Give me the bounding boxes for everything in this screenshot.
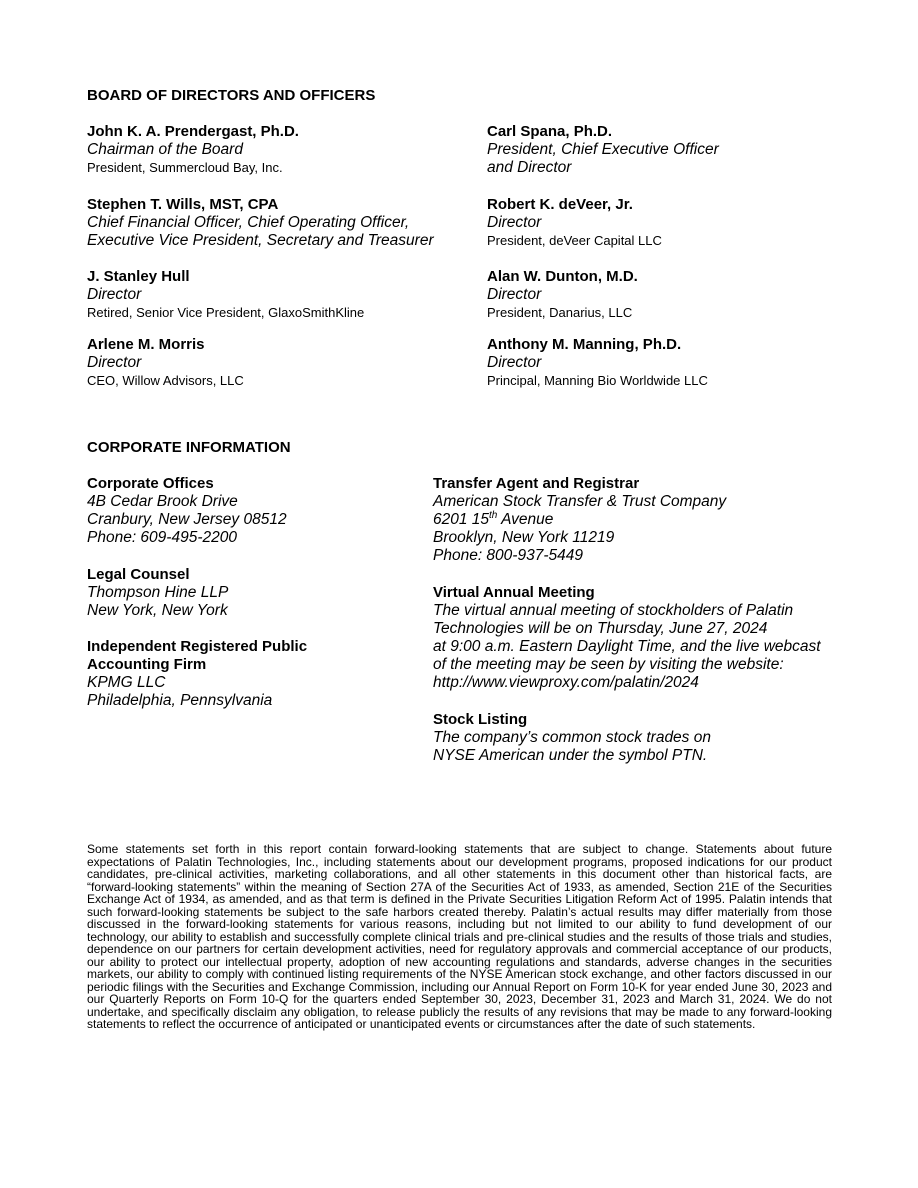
section-title: Virtual Annual Meeting: [433, 584, 595, 601]
annual-meeting: [433, 584, 821, 692]
director-entry: [487, 336, 708, 389]
director-entry: [87, 268, 364, 321]
director-role: Chief Financial Officer, Chief Operating Officer,: [87, 214, 410, 231]
director-entry: [487, 196, 662, 249]
director-entry: [87, 336, 244, 389]
board-heading: BOARD OF DIRECTORS AND OFFICERS: [87, 87, 376, 104]
director-entry: [487, 123, 719, 177]
director-name: Arlene M. Morris: [87, 336, 205, 353]
meeting-text: Technologies will be on Thursday, June 27, 2024: [433, 620, 768, 637]
director-name: John K. A. Prendergast, Ph.D.: [87, 123, 299, 140]
listing-text: NYSE American under the symbol PTN.: [433, 747, 708, 764]
director-role: Chairman of the Board: [87, 141, 243, 158]
listing-text: The company’s common stock trades on: [433, 729, 711, 746]
director-entry: [87, 123, 299, 176]
address-line: 6201 15th Avenue: [433, 509, 554, 528]
director-name: Anthony M. Manning, Ph.D.: [487, 336, 682, 353]
section-title: Accounting Firm: [87, 656, 207, 673]
director-role: Director: [87, 286, 142, 303]
director-entry: [487, 268, 638, 321]
director-role: President, Chief Executive Officer: [487, 141, 719, 158]
firm-location: New York, New York: [87, 602, 228, 619]
director-affiliation: Retired, Senior Vice President, GlaxoSmithKline: [87, 305, 365, 320]
address-line: Brooklyn, New York 11219: [433, 529, 615, 546]
corporate-offices: [87, 475, 287, 547]
director-affiliation: Principal, Manning Bio Worldwide LLC: [487, 373, 708, 388]
director-affiliation: President, deVeer Capital LLC: [487, 233, 662, 248]
director-affiliation: CEO, Willow Advisors, LLC: [87, 373, 244, 388]
director-role: Director: [487, 286, 542, 303]
meeting-text: of the meeting may be seen by visiting the website:: [433, 656, 784, 673]
section-title: Legal Counsel: [87, 566, 190, 583]
stock-listing: [433, 711, 711, 765]
section-title: Stock Listing: [433, 711, 528, 728]
address-line: 4B Cedar Brook Drive: [87, 493, 238, 510]
forward-looking-disclaimer: Some statements set forth in this report contain forward-looking statements that are subject to change. Statements about future expectations of Palatin Technologies, Inc., including statements about our development programs, proposed indications for our product candidates, pre-clinical activities, marketing collaborations, and all other statements in this document other than historical facts, are “forward-looking statements” within the meaning of Section 27A of the Securities Act of 1933, as amended, Section 21E of the Securities Exchange Act of 1934, as amended, and as that term is defined in the Private Securities Litigation Reform Act of 1995. Palatin intends that such forward-looking statements be subject to the safe harbors created thereby. Palatin’s actual results may differ materially from those discussed in the forward-looking statements for various reasons, including but not limited to our ability to fund development of our technology, our ability to establish and successfully complete clinical trials and pre-clinical studies and the results of those trials and studies, dependence on our partners for certain development activities, need for regulatory approvals and commercial acceptance of our products, our ability to protect our intellectual property, adoption of new accounting regulations and standards, adverse changes in the securities markets, our ability to comply with continued listing requirements of the NYSE American stock exchange, and other factors discussed in our periodic filings with the Securities and Exchange Commission, including our Annual Report on Form 10-K for year ended June 30, 2023 and our Quarterly Reports on Form 10-Q for the quarters ended September 30, 2023, December 31, 2023 and March 31, 2024. We do not undertake, and specifically disclaim any obligation, to release publicly the results of any revisions that may be made to any forward-looking statements to reflect the occurrence of anticipated or unanticipated events or circumstances after the date of such statements.: [87, 842, 832, 1031]
firm-name: KPMG LLC: [87, 674, 166, 691]
phone-line: Phone: 609-495-2200: [87, 529, 237, 546]
section-title: Transfer Agent and Registrar: [433, 475, 640, 492]
address-line: Cranbury, New Jersey 08512: [87, 511, 287, 528]
meeting-text: The virtual annual meeting of stockholders of Palatin: [433, 602, 794, 619]
legal-counsel: [87, 566, 228, 620]
section-title: Independent Registered Public: [87, 638, 308, 655]
director-name: Stephen T. Wills, MST, CPA: [87, 196, 279, 213]
firm-name: American Stock Transfer & Trust Company: [433, 493, 727, 510]
section-title: Corporate Offices: [87, 475, 214, 492]
director-affiliation: President, Danarius, LLC: [487, 305, 633, 320]
phone-line: Phone: 800-937-5449: [433, 547, 583, 564]
auditor: [87, 638, 307, 710]
director-name: Carl Spana, Ph.D.: [487, 123, 613, 140]
corporate-heading: CORPORATE INFORMATION: [87, 439, 291, 456]
meeting-text: at 9:00 a.m. Eastern Daylight Time, and the live webcast: [433, 638, 821, 655]
transfer-agent: [433, 475, 726, 565]
director-name: Robert K. deVeer, Jr.: [487, 196, 633, 213]
firm-name: Thompson Hine LLP: [87, 584, 229, 601]
director-role: Executive Vice President, Secretary and Treasurer: [87, 232, 434, 249]
firm-location: Philadelphia, Pennsylvania: [87, 692, 273, 709]
director-role: Director: [487, 354, 542, 371]
meeting-url: http://www.viewproxy.com/palatin/2024: [433, 674, 699, 691]
director-role: Director: [487, 214, 542, 231]
director-entry: [87, 196, 434, 250]
director-role: and Director: [487, 159, 572, 176]
director-name: J. Stanley Hull: [87, 268, 190, 285]
director-affiliation: President, Summercloud Bay, Inc.: [87, 160, 283, 175]
director-role: Director: [87, 354, 142, 371]
director-name: Alan W. Dunton, M.D.: [487, 268, 638, 285]
